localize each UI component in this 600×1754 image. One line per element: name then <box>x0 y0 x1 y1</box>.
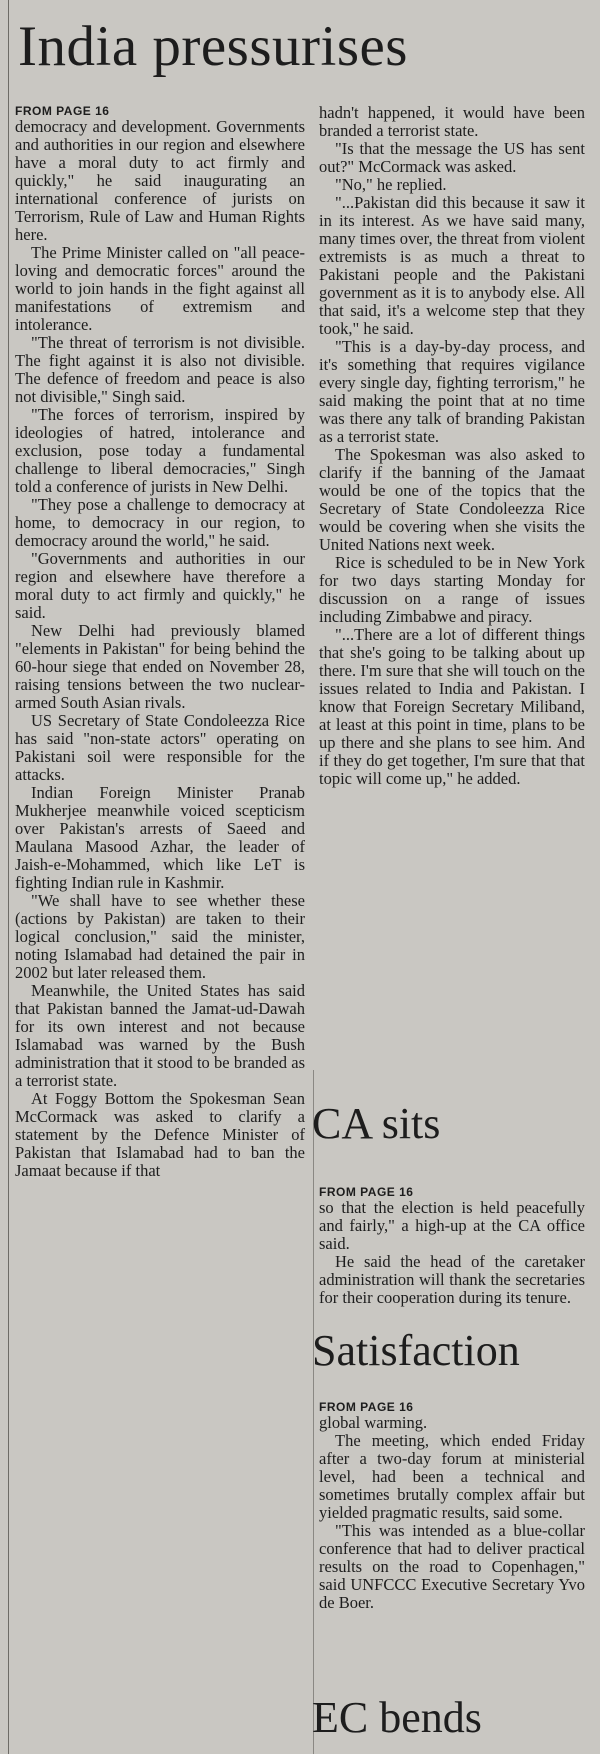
article-paragraph: democracy and development. Governments and authorities in our region and elsewhere have a moral duty to act firmly and quickly," he said inaugurating an international conference of jurists on Terrorism, Rule of Law and Human Rights here. <box>15 117 305 244</box>
article-paragraph: "No," he replied. <box>335 175 447 194</box>
article-paragraph: Rice is scheduled to be in New York for two days starting Monday for discussion on a range of issues including Zimbabwe and piracy. <box>319 553 585 626</box>
column-rule-middle <box>313 1070 314 1754</box>
article-paragraph: so that the election is held peacefully and fairly," a high-up at the CA office said. <box>319 1198 585 1253</box>
ec-bends-headline: EC bends <box>312 1693 482 1742</box>
article-paragraph: "The forces of terrorism, inspired by ideologies of hatred, intolerance and exclusion, pose today a fundamental challenge to liberal democracies," Singh told a conference of jurists in New Delhi. <box>15 405 305 496</box>
ca-sits-story <box>319 1185 585 1307</box>
article-left-column <box>15 104 305 1180</box>
article-paragraph: "We shall have to see whether these (actions by Pakistan) are taken to their logical conclusion," said the minister, noting Islamabad had detained the pair in 2002 but later released them. <box>15 891 305 982</box>
article-paragraph: "...Pakistan did this because it saw it in its interest. As we have said many, many times over, the threat from violent extremists is as much a threat to Pakistani people and the Pakistani government as it is to anybody else. All that said, it's a welcome step that they took," he said. <box>319 193 585 338</box>
column-rule-left <box>8 0 9 1754</box>
article-paragraph: "...There are a lot of different things that she's going to be talking about up there. I'm sure that she will touch on the issues related to India and Pakistan. I know that Foreign Secretary Miliband, at least at this point in time, plans to be up there and she plans to see him. And if they do get together, I'm sure that that topic will come up," he added. <box>319 625 585 788</box>
article-paragraph: "They pose a challenge to democracy at home, to democracy in our region, to democracy around the world," he said. <box>15 495 305 550</box>
ca-sits-headline: CA sits <box>312 1099 441 1148</box>
article-paragraph: At Foggy Bottom the Spokesman Sean McCormack was asked to clarify a statement by the Defence Minister of Pakistan that Islamabad had to ban the Jamaat because if that <box>15 1089 305 1180</box>
main-headline: India pressurises <box>18 15 408 78</box>
continued-from-label: FROM PAGE 16 <box>15 104 110 118</box>
article-paragraph: Meanwhile, the United States has said that Pakistan banned the Jamat-ud-Dawah for its own interest and not because Islamabad was warned by the Bush administration that it stood to be branded as a terrorist state. <box>15 981 305 1090</box>
continued-from-label: FROM PAGE 16 <box>319 1185 414 1199</box>
article-paragraph: The meeting, which ended Friday after a two-day forum at ministerial level, had been a technical and sometimes brutally complex affair but yielded pragmatic results, said some. <box>319 1431 585 1522</box>
satisfaction-headline: Satisfaction <box>312 1326 520 1375</box>
article-paragraph: global warming. <box>319 1413 428 1432</box>
continued-from-label: FROM PAGE 16 <box>319 1400 414 1414</box>
article-paragraph: "Governments and authorities in our region and elsewhere have therefore a moral duty to act firmly and quickly," he said. <box>15 549 305 622</box>
article-paragraph: "The threat of terrorism is not divisible. The fight against it is also not divisible. The defence of freedom and peace is also not divisible," Singh said. <box>15 333 305 406</box>
article-right-column <box>319 104 585 788</box>
satisfaction-story <box>319 1400 585 1612</box>
article-paragraph: hadn't happened, it would have been branded a terrorist state. <box>319 103 585 140</box>
article-paragraph: "This is a day-by-day process, and it's something that requires vigilance every single day, fighting terrorism," he said making the point that at no time was there any talk of branding Pakistan as a terrorist state. <box>319 337 585 446</box>
article-paragraph: "This was intended as a blue-collar conference that had to deliver practical results on the road to Copenhagen," said UNFCCC Executive Secretary Yvo de Boer. <box>319 1521 585 1612</box>
article-paragraph: He said the head of the caretaker administration will thank the secretaries for their cooperation during its tenure. <box>319 1252 585 1307</box>
article-paragraph: New Delhi had previously blamed "elements in Pakistan" for being behind the 60-hour siege that ended on November 28, raising tensions between the two nuclear-armed South Asian rivals. <box>15 621 305 712</box>
article-paragraph: The Prime Minister called on "all peace-loving and democratic forces" around the world to join hands in the fight against all manifestations of extremism and intolerance. <box>15 243 305 334</box>
article-paragraph: The Spokesman was also asked to clarify if the banning of the Jamaat would be one of the topics that the Secretary of State Condoleezza Rice would be covering when she visits the United Nations next week. <box>319 445 585 554</box>
article-paragraph: Indian Foreign Minister Pranab Mukherjee meanwhile voiced scepticism over Pakistan's arrests of Saeed and Maulana Masood Azhar, the leader of Jaish-e-Mohammed, which like LeT is fighting Indian rule in Kashmir. <box>15 783 305 892</box>
article-paragraph: US Secretary of State Condoleezza Rice has said "non-state actors" operating on Pakistani soil were responsible for the attacks. <box>15 711 305 784</box>
article-paragraph: "Is that the message the US has sent out?" McCormack was asked. <box>319 139 585 176</box>
